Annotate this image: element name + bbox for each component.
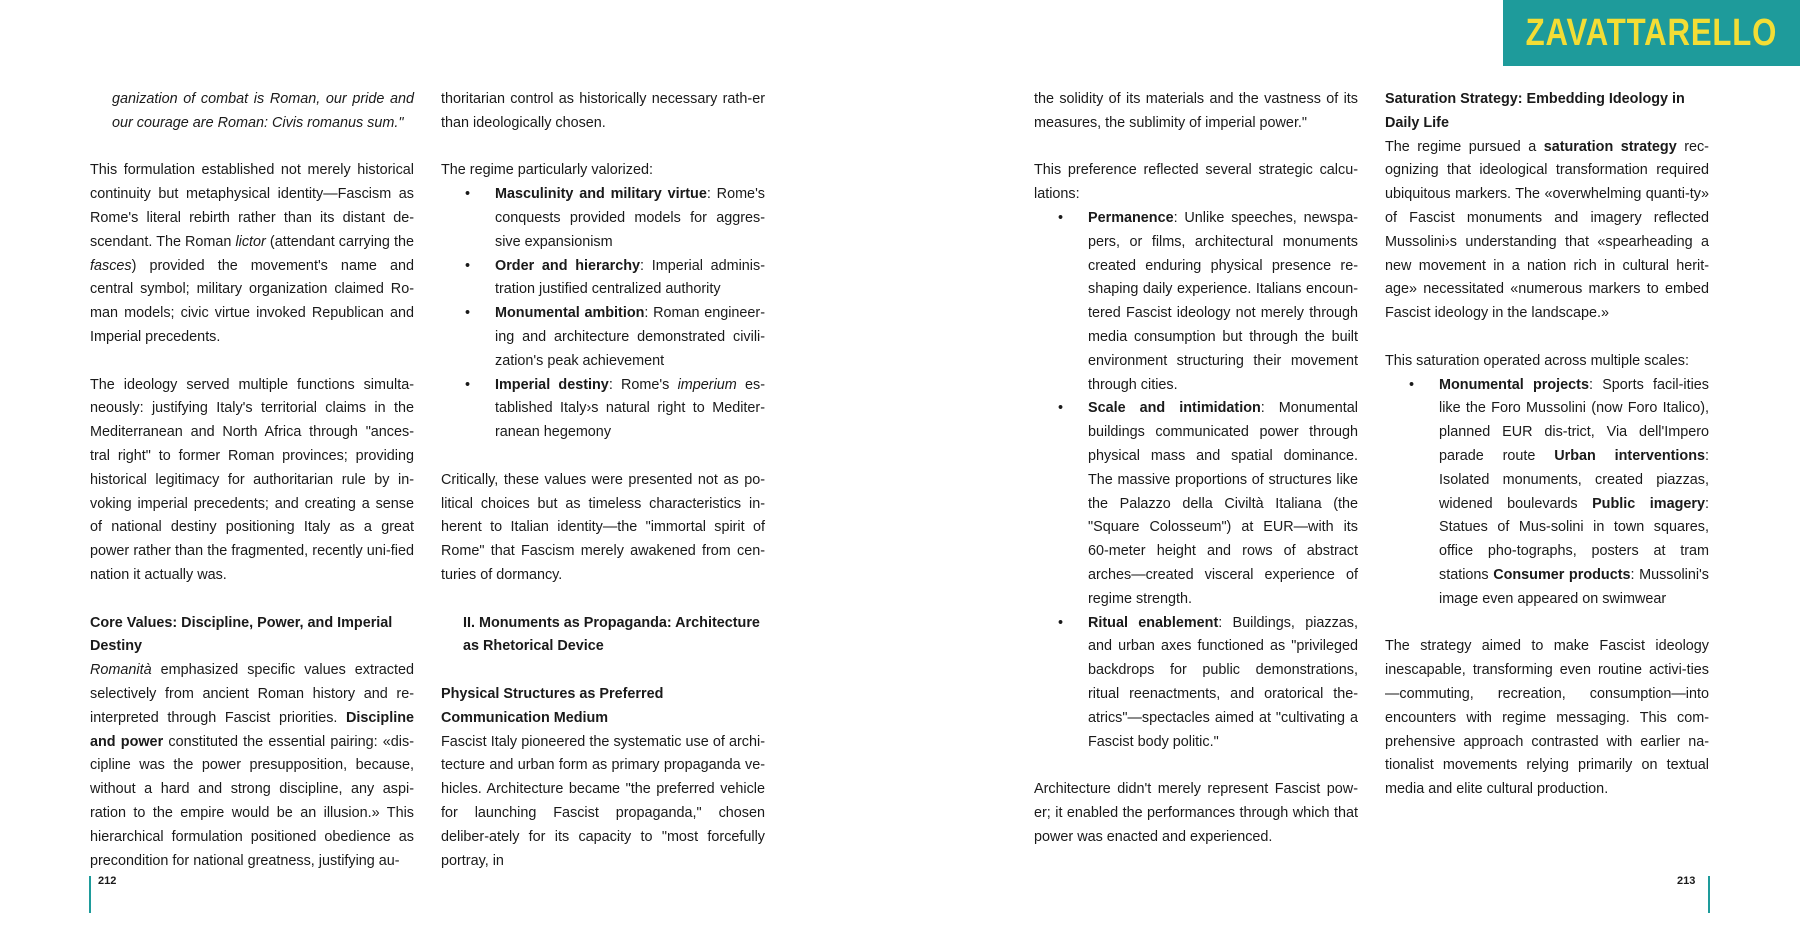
paragraph: This formulation established not merely historical continuity but metaphysical identity—Fascism as Rome's literal rebirth rather than its distant de-scendant. The Roman lictor (attendant carrying the fasces) provided the movement's name and central symbol; military organization claimed Ro-man models; civic virtue invoked Republican and Imperial precedents. — [90, 162, 414, 345]
paragraph: The strategy aimed to make Fascist ideology inescapable, transforming even routine activi-ties—commuting, recreation, consumption—into encounters with regime messaging. This com-prehensive approach contrasted with earlier na-tionalist movements relying primarily on textual media and elite cultural production. — [1385, 638, 1709, 798]
list-item: • Monumental projects: Sports facil-ities like the Foro Mussolini (now Foro Italico), planned EUR dis-trict, Via dell'Impero parade route Urban interventions: Isolated monuments, created piazzas, widened boulevards Public imagery: Statues of Mus-solini in town squares, office pho-tographs, posters at tram stations Consumer products: Mussolini's image even appeared on swimwear — [1409, 376, 1710, 607]
page-rule-right — [1708, 876, 1710, 913]
section-heading: Core Values: Discipline, Power, and Imperial Destiny — [90, 614, 393, 655]
list-item: • Masculinity and military virtue: Rome's conquests provided models for aggres-sive expansionism — [465, 186, 766, 250]
section-heading: Physical Structures as Preferred Communication Medium — [441, 685, 664, 726]
paragraph: Fascist Italy pioneered the systematic use of archi-tecture and urban form as primary propaganda ve-hicles. Architecture became "the preferred vehicle for launching Fascist propaganda," chosen deliber-ately for its capacity to "most forcefully portray, in — [441, 733, 765, 869]
list-item: • Ritual enablement: Buildings, piazzas, and urban axes functioned as "privileged backdrops for public demonstrations, ritual reenactments, and oratorical the-atrics"—spectacles aimed at "cultivating a Fascist body politic." — [1058, 614, 1358, 750]
banner-title: ZAVATTARELLO — [1525, 11, 1778, 54]
chapter-heading: II. Monuments as Propaganda: Architecture as Rhetorical Device — [463, 614, 760, 655]
page-number-left: 212 — [98, 875, 117, 887]
paragraph: Critically, these values were presented not as po-litical choices but as timeless characteristics in-herent to Italian identity—the "immortal spirit of Rome" that Fascism merely awakened from cen-turies of dormancy. — [441, 471, 765, 583]
list-item: • Monumental ambition: Roman engineer-ing and architecture demonstrated civili-zation's peak achievement — [465, 305, 765, 369]
paragraph: The regime particularly valorized: — [441, 162, 653, 179]
paragraph: Architecture didn't merely represent Fascist pow-er; it enabled the performances through which that power was enacted and experienced. — [1034, 781, 1358, 845]
paragraph: The ideology served multiple functions simulta-neously: justifying Italy's territorial claims in the Mediterranean and North Africa through "ances-tral right" to former Roman provinces; providing historical legitimacy for authoritarian rule by in-voking imperial precedents; and creating a sense of national destiny positioning Italy as a great power rather than the fragmented, recently uni-fied nation it actually was. — [90, 376, 414, 583]
paragraph: This saturation operated across multiple scales: — [1385, 352, 1689, 369]
paragraph: The regime pursued a saturation strategy rec-ognizing that ideological transformation required ubiquitous markers. The «overwhelming quanti-ty» of Fascist monuments and imagery reflected Mussolini›s understanding that «spearheading a new movement in a nation rich in cultural herit-age» necessitated «numerous markers to embed Fascist ideology in the landscape.» — [1385, 138, 1709, 322]
paragraph: This preference reflected several strategic calcu-lations: — [1034, 162, 1358, 203]
list-item: • Imperial destiny: Rome's imperium es-tablished Italy›s natural right to Mediter-ranean hegemony — [465, 376, 766, 441]
list-item: • Permanence: Unlike speeches, newspa-pers, or films, architectural monuments created enduring physical presence re-shaping daily experience. Italians encoun-tered Fascist ideology not merely through media consumption but through the built environment structuring their movement through cities. — [1058, 209, 1358, 393]
column-3 — [1034, 88, 1358, 850]
column-4 — [1385, 88, 1709, 802]
header-banner — [1503, 0, 1800, 66]
section-heading: Saturation Strategy: Embedding Ideology in Daily Life — [1385, 91, 1685, 131]
paragraph: the solidity of its materials and the vastness of its measures, the sublimity of imperial power." — [1034, 91, 1358, 131]
page-number-right: 213 — [1677, 875, 1696, 887]
list-item: • Scale and intimidation: Monumental buildings communicated power through physical mass and spatial dominance. The massive proportions of structures like the Palazzo della Civiltà Italiana (the "Square Colosseum") at EUR—with its 60-meter height and rows of abstract arches—created visceral experience of regime strength. — [1058, 400, 1358, 607]
column-2 — [441, 88, 765, 873]
list-item: • Order and hierarchy: Imperial adminis-tration justified centralized authority — [465, 257, 765, 298]
block-quote: ganization of combat is Roman, our pride and our courage are Roman: Civis romanus sum." — [112, 91, 414, 131]
paragraph: Romanità emphasized specific values extracted selectively from ancient Roman history and re-interpreted through Fascist priorities. Discipline and power constituted the essential pairing: «dis-cipline was the power presupposition, because, without a hard and strong discipline, any aspi-ration to the empire would be an illusion.» This hierarchical formulation positioned obedience as precondition for national greatness, justifying au- — [90, 662, 414, 869]
paragraph: thoritarian control as historically necessary rath-er than ideologically chosen. — [441, 91, 765, 131]
page-rule-left — [89, 876, 91, 913]
column-1 — [90, 88, 414, 873]
